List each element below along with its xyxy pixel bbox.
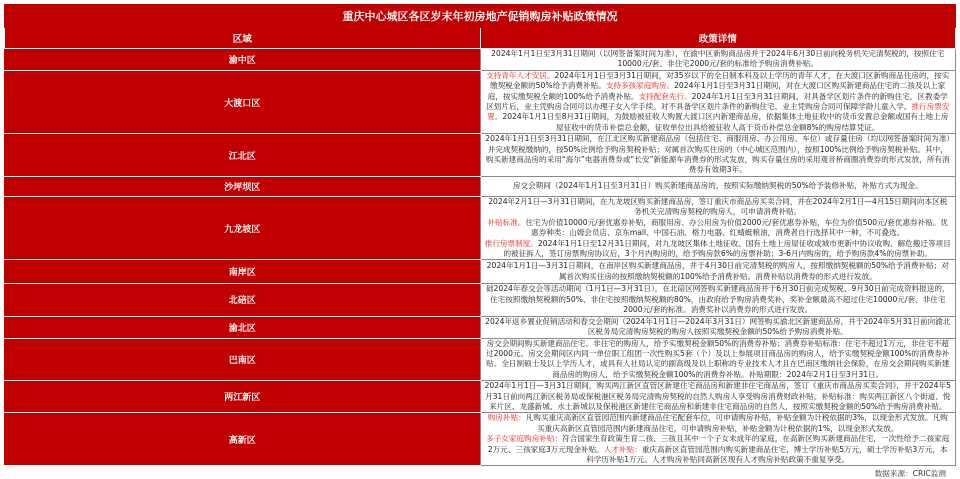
policy-paragraph [485, 381, 952, 412]
policy-detail-cell [480, 316, 956, 338]
header-detail: 政策详情 [480, 28, 956, 49]
policy-detail-cell [480, 381, 956, 413]
table-row [5, 49, 956, 71]
header-region: 区域 [5, 28, 481, 49]
policy-detail-cell [480, 284, 956, 316]
policy-table [4, 4, 956, 466]
policy-text: 础2024年春交会等活动期间（1月1日—3月31日），在北碚区网签购买新建商品房并于6月30日前完成契税、9月30日前完成资料报送的，住宅按照缴纳契税额的50%、非住宅按照缴纳契税额的80%，由政府给予购房消费奖补，奖补金额最高不超过住宅10000元/套、非住宅2000元/套的标准。消费奖补以消费券的形式进行发放。 [485, 284, 950, 315]
region-cell: 大渡口区 [5, 70, 481, 133]
policy-highlight: 推行房票制度。 [484, 238, 538, 248]
policy-text: 2024年1月1日—3月31日期间，购买两江新区直管区新建住宅商品房和新建非住宅商品房，签订《重庆市商品房买卖合同》，并于2024年5月31日前向两江新区税务局或保税港区税务局完清购房契税的自然人购房人享受购房消费财政补贴。补贴标准：购买两江新区八个街道、悦来片区、龙盛新城、水土新城以及保税港区新建住宅商品房和新建非住宅商品房的自然人，按照实缴契税金额的50%给予购房消费补贴。 [484, 381, 951, 411]
policy-text: 2024年1月1日至3月31日期间，对在大渡口区购买新建商品住宅的二孩及以上家庭，按实缴契税全额的100%给予消费补贴。 [487, 81, 946, 101]
policy-text: 房交会期间（2024年1月1日至3月31日）购买新建商品房的，按照实际缴纳契税的50%给予装修补贴，补贴方式为现金。 [512, 181, 923, 191]
policy-paragraph [485, 261, 952, 282]
table-title: 重庆中心城区各区岁末年初房地产促销购房补贴政策情况 [5, 5, 956, 28]
table-row [5, 196, 956, 259]
region-cell: 南岸区 [5, 260, 481, 284]
policy-paragraph [485, 134, 952, 176]
region-cell: 九龙坡区 [5, 196, 481, 259]
region-cell: 渝中区 [5, 49, 481, 71]
policy-paragraph [485, 284, 952, 315]
policy-text: 凡购买重庆高新区直管园范围内新建商品住宅配套车位，可申请购房补贴，补贴金额为计税依据的3%，以现金形式发放。凡购买重庆高新区直管园范围内新建商品住宅，可申请购房补贴，补贴金额为计税依据的1%，以现金形式发放。 [525, 413, 948, 433]
policy-detail-cell [480, 176, 956, 196]
region-cell: 高新区 [5, 413, 481, 466]
policy-table-container [4, 4, 956, 479]
table-row [5, 134, 956, 177]
policy-highlight: 多子女家庭购房补贴： [486, 434, 563, 444]
policy-paragraph [485, 239, 952, 260]
region-cell: 江北区 [5, 134, 481, 177]
policy-highlight: 推行房票安置。 [487, 102, 950, 122]
table-row [5, 260, 956, 284]
policy-text: 2024年1月1日至8月31日期间，为鼓励被征收人购置大渡口区内新建商品房，依据集体土地征收中的货币安置总金额或国有土地上房屋征收中的货币补偿总金额，征收单位出具给被征收人高于货币补偿总金额8%的购房结算凭证。 [502, 112, 949, 132]
policy-detail-cell [480, 338, 956, 381]
policy-text: 2024年返乡置业促销活动和春交会期间（2024年1月1日—2024年3月31日）网签购买渝北区新建商品房，并于2024年5月31日前向渝北区税务局完清购房契税的购房人按照实缴契税金额的50%给予购房消费补贴。 [485, 316, 951, 337]
table-row [5, 381, 956, 413]
policy-text: 2024年1月1日至12月31日期间，对九龙坡区集体土地征收、国有土地上房屋征收或城市更新中协议收购、解危搬迁等项目的被征拆人，签订房票购房协议后，3个月内购房的，给予购房款6%的房票补助；3-6月内购房的，给予购房款4%的房票补助。 [503, 238, 951, 258]
policy-text: 2024年1月1日至3月31日期间，对具备学区划片条件的新购住宅，区教委学区划片后，业主凭购房合同可以办理子女入学手续。对不具备学区划片条件的新购住宅，业主凭购房合同可保障学龄儿童入学。 [486, 91, 948, 112]
policy-highlight: 购房补贴： [487, 413, 526, 423]
region-cell: 北碚区 [5, 284, 481, 316]
policy-paragraph [485, 49, 952, 70]
policy-paragraph [485, 339, 952, 381]
policy-paragraph [485, 317, 952, 338]
table-row [5, 338, 956, 381]
table-row [5, 284, 956, 316]
policy-detail-cell [480, 70, 956, 133]
policy-detail-cell [480, 260, 956, 284]
data-source: 数据来源：CRIC监测 [874, 469, 946, 479]
policy-detail-cell [480, 413, 956, 466]
policy-paragraph [485, 413, 952, 434]
policy-highlight: 人才补贴： [603, 444, 642, 454]
policy-text: 2024年1月1日至3月31日期间，对35岁以下的全日制本科及以上学历的青年人才，在大渡口区新购商品住房的，按实缴契税金额的50%给予消费补贴。 [490, 70, 950, 91]
policy-detail-cell [480, 196, 956, 259]
policy-text: 2024年1月1日—3月31日期间，在南岸区购买新建商品房，并于4月30日前完清契税的购房人，按照缴纳契税额的50%给予消费补贴；对属首次购买住房的按照缴纳契税额的100%给予消费补贴。消费补贴以消费券的形式进行发放。 [486, 261, 949, 281]
policy-highlight: 支持配套先行。 [638, 91, 692, 101]
table-row [5, 70, 956, 133]
region-cell: 两江新区 [5, 381, 481, 413]
policy-paragraph [485, 434, 952, 465]
policy-highlight: 支持青年人才安居。 [486, 70, 555, 80]
policy-text: 2024年2月1日—3月31日期间，在九龙坡区购买新建商品房，签订重庆市商品房买卖合同，并在2024年2月1日—4月15日期间向本区税务机关完清购房契税的购房人，可申请消费补贴。 [488, 196, 948, 217]
policy-text: 符合国家生育政策生育二孩、三孩且其中一个子女未成年的家庭，在高新区购买新建商品住宅，一次性给予二孩家庭2万元、三孩家庭3万元现金补贴。 [487, 434, 950, 454]
policy-paragraph [485, 197, 952, 218]
policy-text: 2024年1月1日至3月31日期间（以网签备案时间为准），在渝中区新购商品房并于2024年6月30日前向税务机关完清契税的，按照住宅10000元/套、非住宅2000元/套的标准给予购房消费补贴。 [491, 49, 945, 69]
policy-highlight: 支持多孩家庭购房。 [605, 81, 675, 91]
region-cell: 巴南区 [5, 338, 481, 381]
region-cell: 沙坪坝区 [5, 176, 481, 196]
policy-text: 住宅为价值10000元/套优惠券补贴，商服用房、办公用房为价值2000元/套优惠券补贴，车位为价值500元/套优惠券补贴。优惠券种类：山姆会员店、京东mall、中国石油、格力电器、红蜻蜓粮油，消费者自行选择其中一种，不可叠选。 [525, 217, 949, 238]
table-row [5, 176, 956, 196]
title-row [5, 5, 956, 28]
policy-text: 2024年1月1日至3月31日期间，在江北区购买新建商品房（包括住宅、商服用房、办公用房、车位）或存量住房（均以网签备案时间为准）并完成契税缴纳的，按50%比例给予购房契税补贴；对属首次购买住房的（中心城区范围内），按照100%比例给予购房契税补贴。其中，购买新建商品房的采用“海尔”电器消费券或“长安”新能源车消费券的形式发放，购买存量住房的采用观音桥商圈消费券的形式发放，所有消费券有效期3年。 [485, 134, 951, 175]
table-row [5, 316, 956, 338]
policy-paragraph [485, 218, 952, 239]
region-cell: 渝北区 [5, 316, 481, 338]
policy-detail-cell [480, 134, 956, 177]
policy-paragraph [485, 181, 952, 191]
table-row [5, 413, 956, 466]
policy-text: 房交会期间购买新建商品住宅、非住宅的购房人，给予实缴契税金额50%的消费券补贴；消费券补贴标准：住宅不超过1万元，非住宅不超过2000元。房交会期间区内同一单位职工组团一次性购买5套（个）及以上参展项目商品房的购房人，给予实缴契税金额100%的消费券补贴。全日制硕士及以上学历人才，或具有人社局认定的副高级及以上职称的专业技术人才且在巴南区缴纳社会保险，在房交会期间购买新建商品房的购房人，给予实缴契税金额100%的消费券补贴。补贴期限：2024年2月1日至3月31日。 [485, 338, 950, 379]
header-row [5, 28, 956, 49]
policy-paragraph [485, 71, 952, 133]
policy-text: 重庆高新区直管园范围内购买新建商品住宅，博士学历补贴5万元，硕士学历补贴3万元，本科学历补贴1万元。人才购房补贴同高新区现有人才购房补贴政策不重复享受。 [586, 444, 948, 464]
policy-detail-cell [480, 49, 956, 71]
policy-highlight: 补贴标准。 [487, 217, 526, 227]
